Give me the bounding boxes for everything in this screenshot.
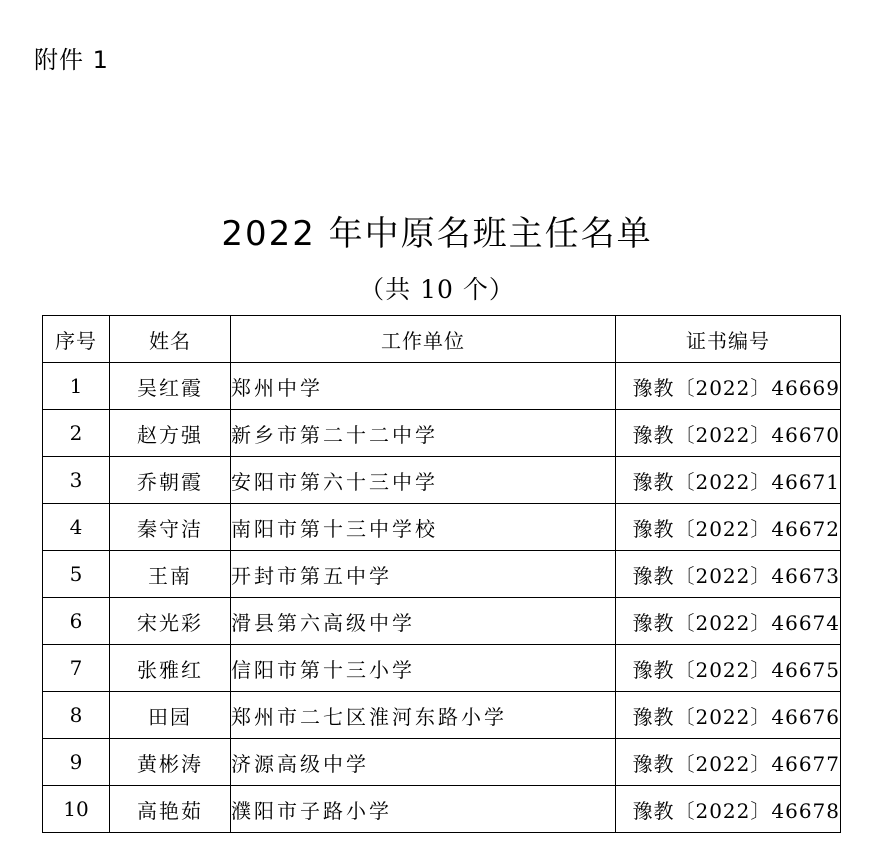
row-number: 6 [43, 598, 110, 645]
table-row [43, 645, 841, 692]
work-unit: 开封市第五中学 [231, 551, 616, 598]
teacher-name: 田园 [110, 692, 231, 739]
column-header-unit: 工作单位 [231, 316, 616, 363]
row-number: 10 [43, 786, 110, 833]
row-number: 4 [43, 504, 110, 551]
certificate-number: 豫教〔2022〕46669 [616, 363, 841, 410]
work-unit: 南阳市第十三中学校 [231, 504, 616, 551]
document-subtitle: （共 10 个） [359, 275, 515, 304]
row-number: 5 [43, 551, 110, 598]
document-title: 2022 年中原名班主任名单 [221, 214, 653, 254]
teacher-name: 乔朝霞 [110, 457, 231, 504]
certificate-number: 豫教〔2022〕46674 [616, 598, 841, 645]
teacher-name: 王南 [110, 551, 231, 598]
teacher-name: 赵方强 [110, 410, 231, 457]
row-number: 8 [43, 692, 110, 739]
certificate-number: 豫教〔2022〕46677 [616, 739, 841, 786]
table-row [43, 598, 841, 645]
row-number: 7 [43, 645, 110, 692]
work-unit: 郑州中学 [231, 363, 616, 410]
work-unit: 安阳市第六十三中学 [231, 457, 616, 504]
teacher-name: 高艳茹 [110, 786, 231, 833]
teacher-name: 张雅红 [110, 645, 231, 692]
teacher-name: 秦守洁 [110, 504, 231, 551]
column-header-no: 序号 [43, 316, 110, 363]
table-row [43, 504, 841, 551]
certificate-number: 豫教〔2022〕46673 [616, 551, 841, 598]
row-number: 9 [43, 739, 110, 786]
certificate-number: 豫教〔2022〕46675 [616, 645, 841, 692]
attachment-label: 附件 1 [34, 46, 109, 74]
column-header-cert: 证书编号 [616, 316, 841, 363]
table-row [43, 739, 841, 786]
teacher-name: 宋光彩 [110, 598, 231, 645]
work-unit: 滑县第六高级中学 [231, 598, 616, 645]
certificate-number: 豫教〔2022〕46672 [616, 504, 841, 551]
work-unit: 郑州市二七区淮河东路小学 [231, 692, 616, 739]
row-number: 1 [43, 363, 110, 410]
table-row [43, 551, 841, 598]
table-row [43, 786, 841, 833]
table-header-row [43, 316, 841, 363]
certificate-number: 豫教〔2022〕46670 [616, 410, 841, 457]
row-number: 2 [43, 410, 110, 457]
certificate-number: 豫教〔2022〕46678 [616, 786, 841, 833]
certificate-number: 豫教〔2022〕46671 [616, 457, 841, 504]
teacher-name: 吴红霞 [110, 363, 231, 410]
table-row [43, 457, 841, 504]
work-unit: 新乡市第二十二中学 [231, 410, 616, 457]
work-unit: 济源高级中学 [231, 739, 616, 786]
work-unit: 信阳市第十三小学 [231, 645, 616, 692]
teacher-list-table [42, 315, 841, 833]
work-unit: 濮阳市子路小学 [231, 786, 616, 833]
table-row [43, 692, 841, 739]
row-number: 3 [43, 457, 110, 504]
table-row [43, 410, 841, 457]
table-row [43, 363, 841, 410]
certificate-number: 豫教〔2022〕46676 [616, 692, 841, 739]
column-header-name: 姓名 [110, 316, 231, 363]
teacher-name: 黄彬涛 [110, 739, 231, 786]
